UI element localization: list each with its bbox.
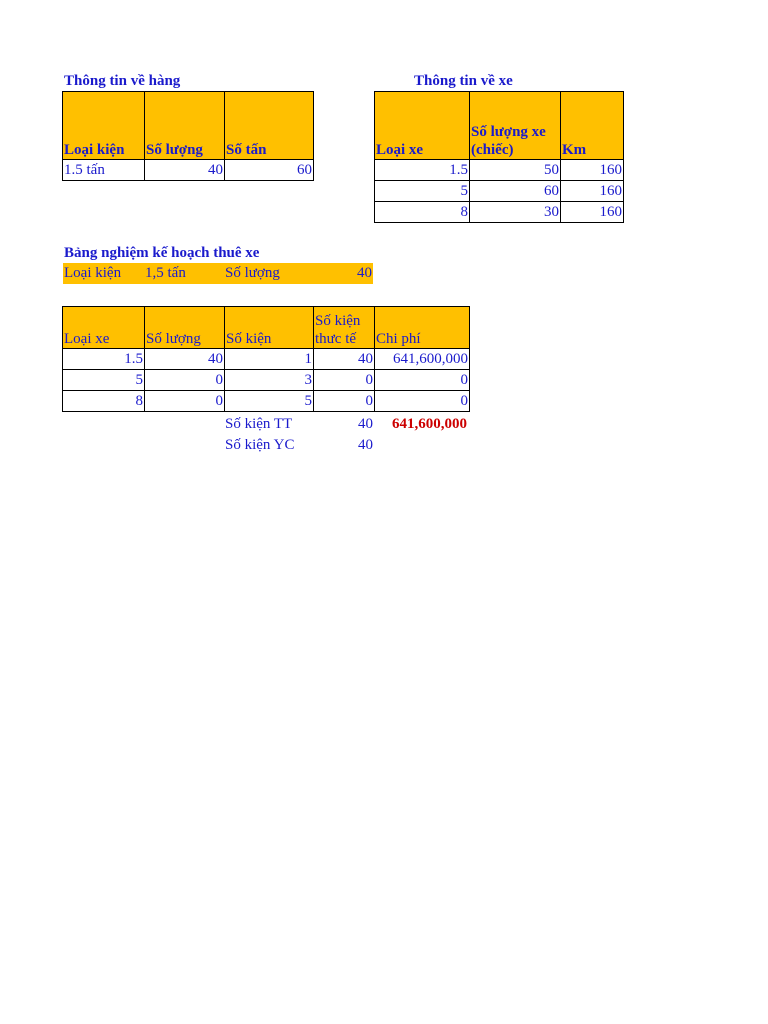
header-cell[interactable]: Số tấn	[225, 92, 314, 160]
total-cost-value[interactable]: 641,600,000	[392, 416, 467, 432]
cell[interactable]: 5	[225, 391, 314, 412]
cell[interactable]: 160	[561, 181, 624, 202]
cell[interactable]: 0	[375, 391, 470, 412]
actual-count-label: Số kiện TT	[225, 416, 293, 432]
vehicles-title: Thông tin về xe	[414, 73, 513, 89]
cell[interactable]: 1	[225, 349, 314, 370]
goods-title: Thông tin về hàng	[64, 73, 181, 89]
vehicles-table	[374, 91, 624, 223]
band-label-quantity: Số lượng	[225, 265, 280, 281]
header-cell[interactable]: Km	[561, 92, 624, 160]
cell[interactable]: 8	[375, 202, 470, 223]
vehicles-header-row	[375, 92, 624, 160]
header-cell[interactable]: Số lượng	[145, 92, 225, 160]
table-row	[63, 391, 470, 412]
cell[interactable]: 40	[314, 349, 375, 370]
band-label-type: Loại kiện	[64, 265, 122, 281]
plan-header-row	[63, 307, 470, 349]
cell[interactable]: 0	[314, 391, 375, 412]
cell[interactable]: 50	[470, 160, 561, 181]
header-cell[interactable]: Chi phí	[375, 307, 470, 349]
cell[interactable]: 5	[63, 370, 145, 391]
plan-table	[62, 306, 470, 412]
cell[interactable]: 3	[225, 370, 314, 391]
cell[interactable]: 1.5 tấn	[63, 160, 145, 181]
plan-title: Bảng nghiệm kế hoạch thuê xe	[64, 245, 260, 261]
cell[interactable]: 40	[145, 349, 225, 370]
band-value-quantity[interactable]: 40	[357, 265, 372, 281]
cell[interactable]: 1.5	[63, 349, 145, 370]
band-value-type[interactable]: 1,5 tấn	[145, 265, 186, 281]
plan-parameter-band	[63, 263, 373, 284]
cell[interactable]: 30	[470, 202, 561, 223]
header-cell[interactable]: Số kiện thưc tế	[314, 307, 375, 349]
header-cell[interactable]: Loại kiện	[63, 92, 145, 160]
header-cell[interactable]: Số lượng xe (chiếc)	[470, 92, 561, 160]
cell[interactable]: 8	[63, 391, 145, 412]
goods-header-row	[63, 92, 314, 160]
table-row	[375, 160, 624, 181]
goods-table	[62, 91, 314, 181]
table-row	[63, 370, 470, 391]
table-row	[375, 181, 624, 202]
actual-count-value[interactable]: 40	[358, 416, 373, 432]
cell[interactable]: 1.5	[375, 160, 470, 181]
table-row	[375, 202, 624, 223]
cell[interactable]: 5	[375, 181, 470, 202]
required-count-value[interactable]: 40	[358, 437, 373, 453]
cell[interactable]: 0	[375, 370, 470, 391]
header-cell[interactable]: Loại xe	[63, 307, 145, 349]
header-cell[interactable]: Số kiện	[225, 307, 314, 349]
table-row	[63, 160, 314, 181]
cell[interactable]: 0	[314, 370, 375, 391]
required-count-label: Số kiện YC	[225, 437, 295, 453]
cell[interactable]: 60	[470, 181, 561, 202]
cell[interactable]: 40	[145, 160, 225, 181]
header-cell[interactable]: Loại xe	[375, 92, 470, 160]
cell[interactable]: 60	[225, 160, 314, 181]
cell[interactable]: 641,600,000	[375, 349, 470, 370]
header-cell[interactable]: Số lượng	[145, 307, 225, 349]
cell[interactable]: 160	[561, 160, 624, 181]
cell[interactable]: 0	[145, 391, 225, 412]
cell[interactable]: 0	[145, 370, 225, 391]
table-row	[63, 349, 470, 370]
cell[interactable]: 160	[561, 202, 624, 223]
